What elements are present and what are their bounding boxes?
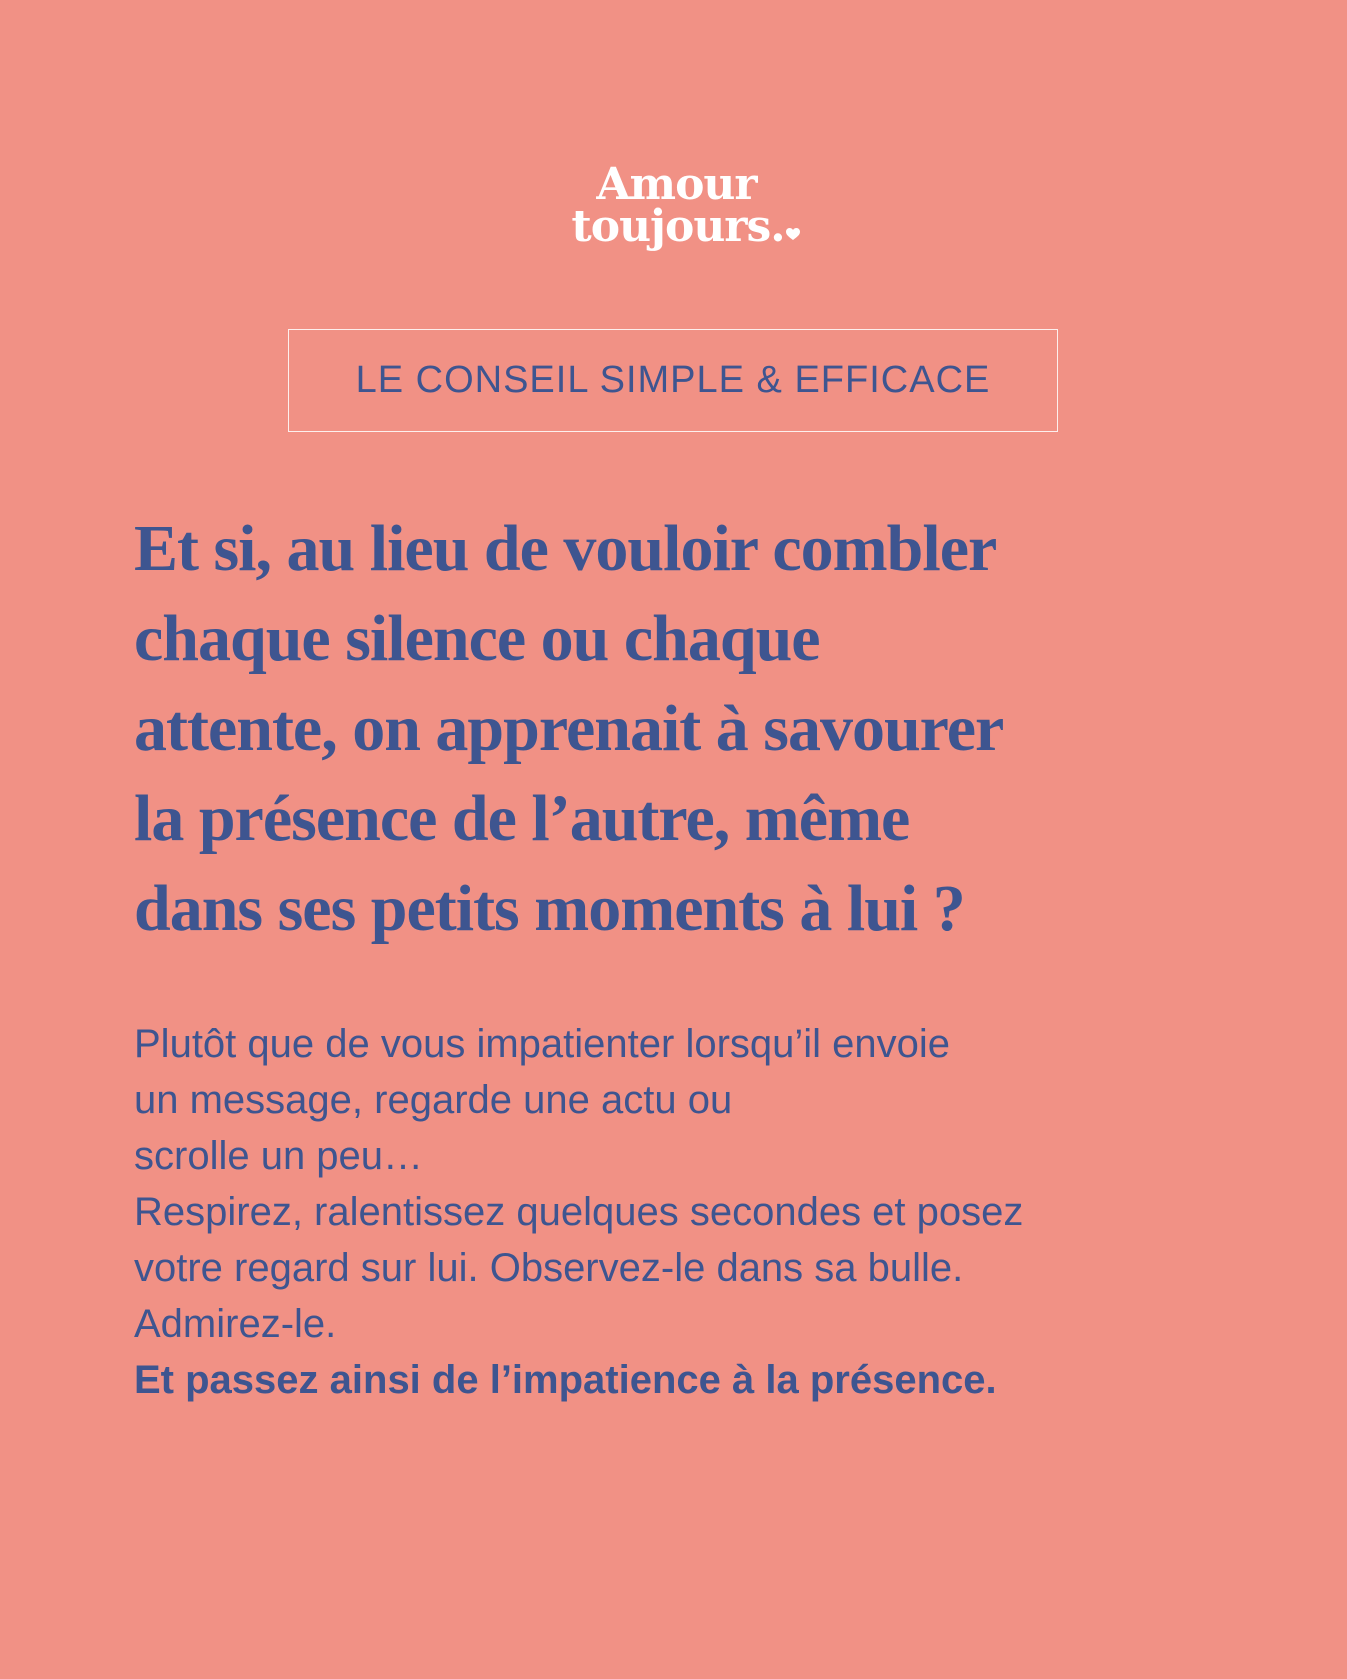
headline-line: chaque silence ou chaque bbox=[134, 602, 820, 675]
headline-line: la présence de l’autre, même bbox=[134, 782, 910, 855]
headline-line: attente, on apprenait à savourer bbox=[134, 692, 1004, 765]
body-line: Plutôt que de vous impatienter lorsqu’il envoie bbox=[134, 1022, 951, 1066]
logo-line-1: Amour bbox=[596, 159, 757, 210]
logo-line-2 bbox=[24, 201, 1347, 252]
body-paragraph bbox=[134, 1016, 1254, 1408]
body-conclusion: Et passez ainsi de l’impatience à la présence. bbox=[134, 1358, 997, 1402]
heart-icon bbox=[786, 206, 800, 248]
headline-line: dans ses petits moments à lui ? bbox=[134, 872, 965, 945]
headline bbox=[134, 504, 1264, 954]
logo-line-2-text: toujours. bbox=[571, 201, 785, 252]
body-line: un message, regarde une actu ou bbox=[134, 1078, 733, 1122]
brand-logo bbox=[0, 159, 1347, 252]
headline-line: Et si, au lieu de vouloir combler bbox=[134, 512, 997, 585]
body-line: votre regard sur lui. Observez-le dans sa bulle. bbox=[134, 1246, 964, 1290]
badge-label: LE CONSEIL SIMPLE & EFFICACE bbox=[355, 359, 991, 401]
body-line: Respirez, ralentissez quelques secondes et posez bbox=[134, 1190, 1024, 1234]
body-line: Admirez-le. bbox=[134, 1302, 337, 1346]
body-line: scrolle un peu… bbox=[134, 1134, 424, 1178]
tip-category-badge bbox=[288, 329, 1058, 432]
